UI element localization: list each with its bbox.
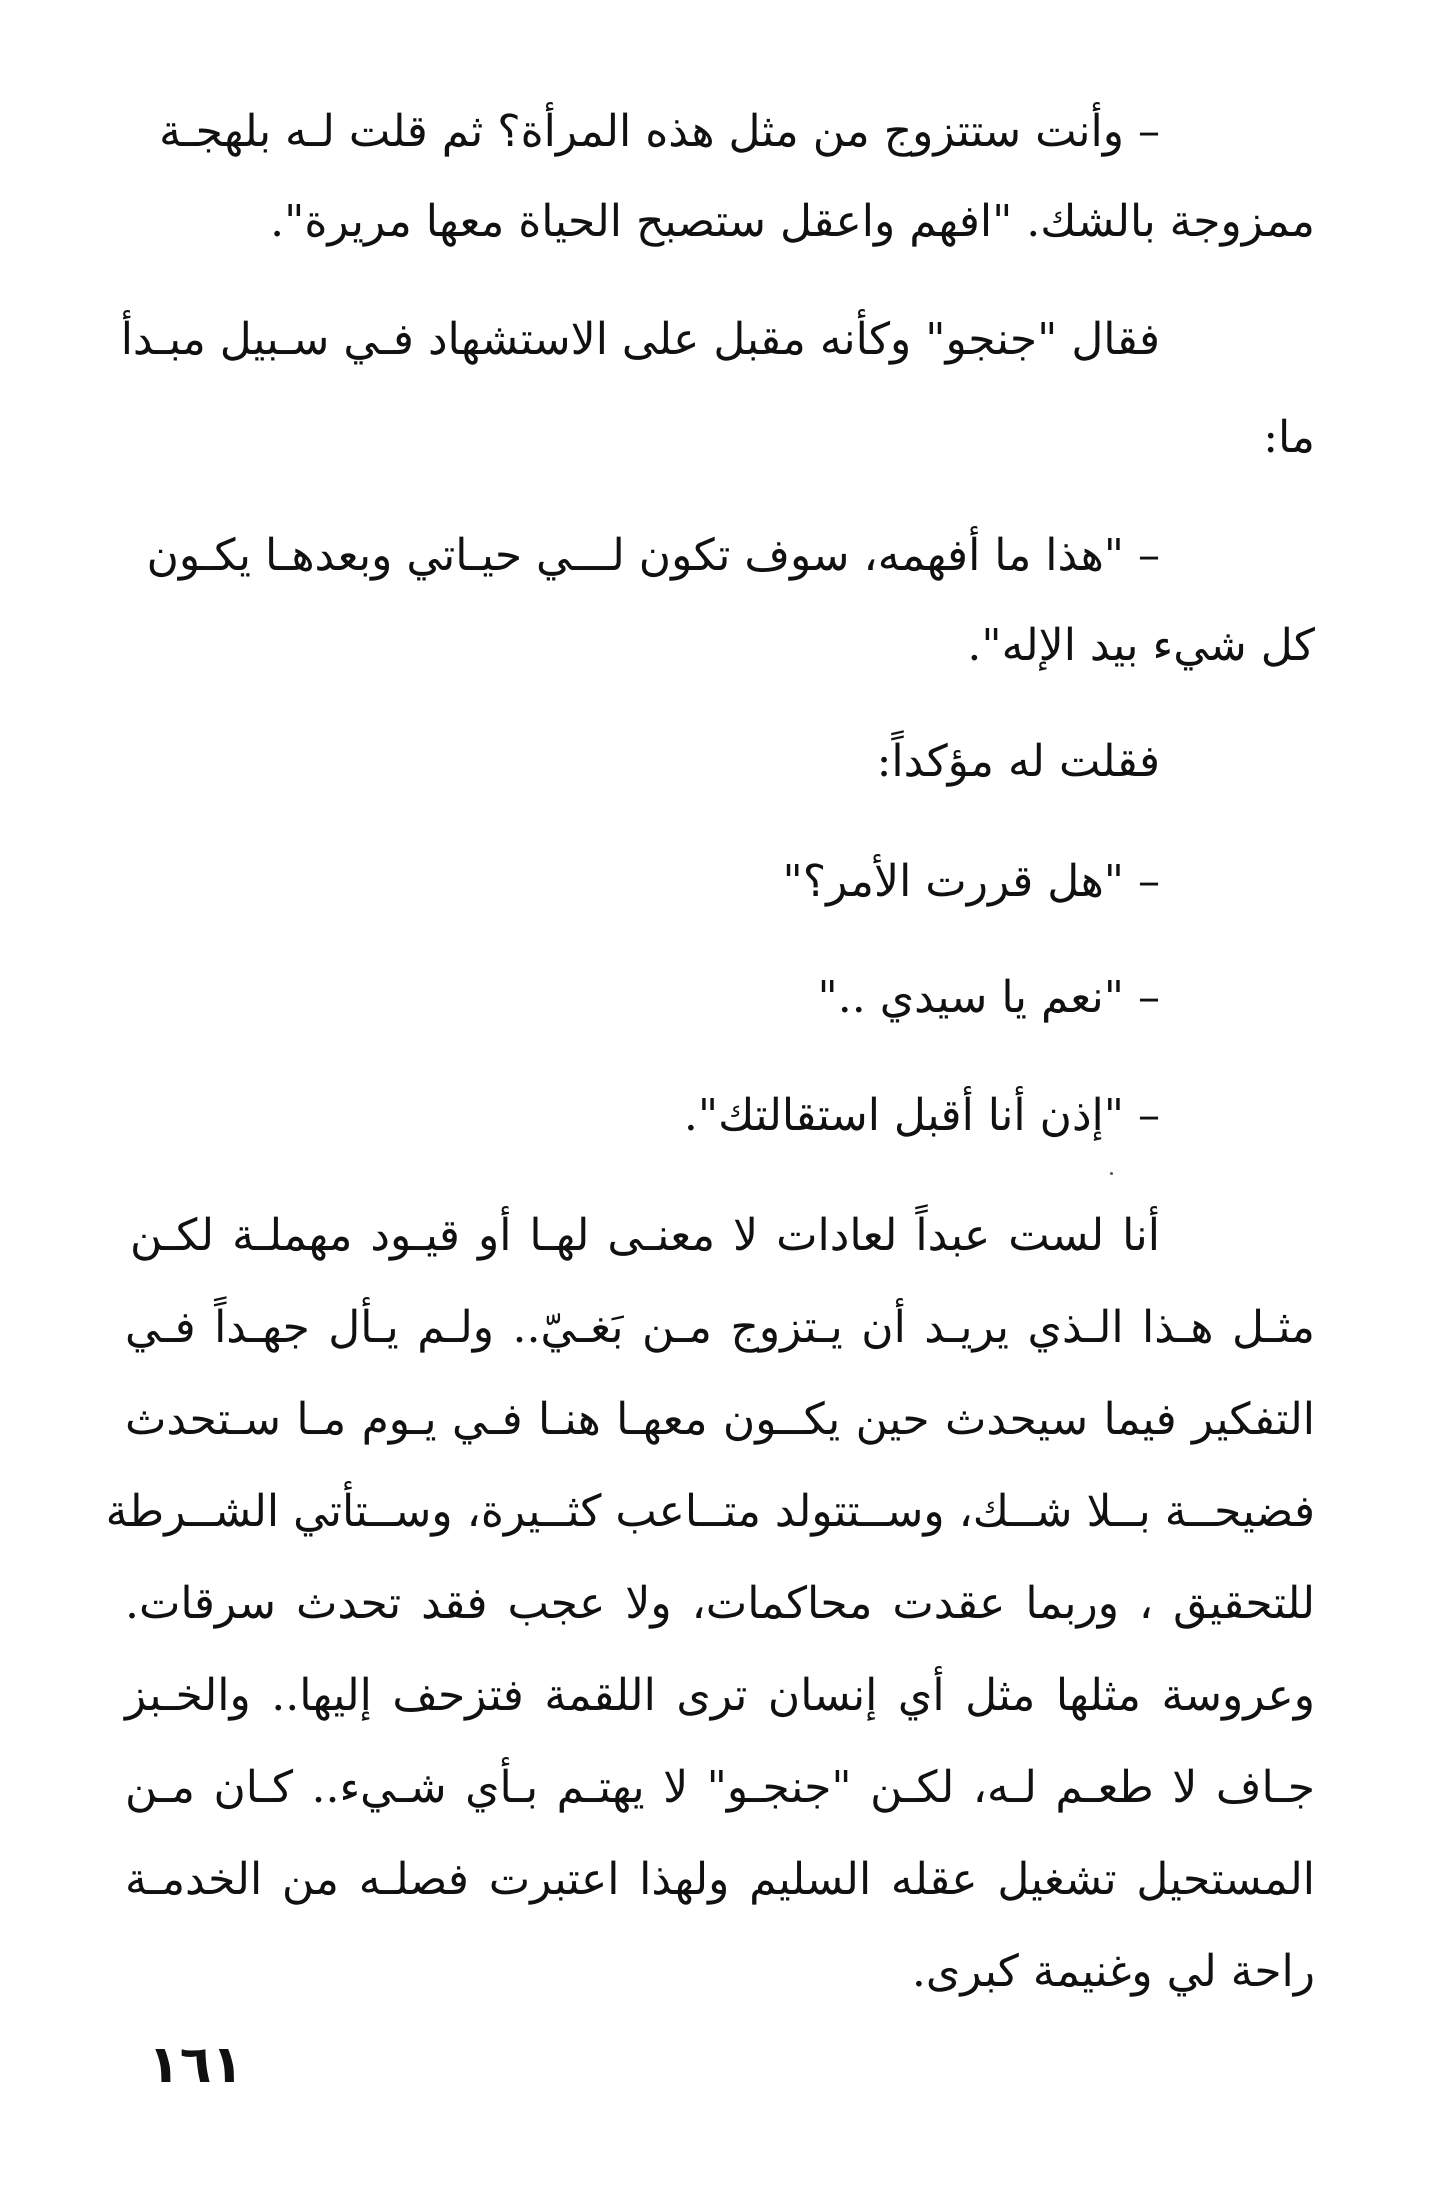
text-line-14: فضيحــة بــلا شــك، وســتتولد متــاعب كثــيرة، وســتأتي الشــرطة	[105, 1486, 1315, 1537]
print-speck	[1110, 1172, 1113, 1175]
text-line-13: التفكير فيما سيحدث حين يكــون معهـا هنـا فـي يـوم مـا سـتحدث	[125, 1394, 1315, 1445]
text-line-18: المستحيل تشغيل عقله السليم ولهذا اعتبرت فصلـه من الخدمـة	[125, 1854, 1315, 1905]
page-number: ١٦١	[148, 2035, 244, 2095]
text-line-12: مثـل هـذا الـذي يريـد أن يـتزوج مـن بَغـيّ.. ولـم يـأل جهـداً فـي	[125, 1302, 1315, 1353]
text-line-2: ممزوجة بالشك. "افهم واعقل ستصبح الحياة معها مريرة".	[270, 196, 1315, 247]
text-line-9: – "نعم يا سيدي .."	[817, 972, 1160, 1023]
text-line-6: كل شيء بيد الإله".	[967, 620, 1315, 671]
text-line-16: وعروسة مثلها مثل أي إنسان ترى اللقمة فتزحف إليها.. والخـبز	[125, 1670, 1315, 1721]
text-line-4: ما:	[1263, 412, 1315, 463]
text-line-10: – "إذن أنا أقبل استقالتك".	[683, 1090, 1160, 1141]
text-line-3: فقال "جنجو" وكأنه مقبل على الاستشهاد فـي سـبيل مبـدأ	[120, 314, 1160, 365]
text-line-11: أنا لست عبداً لعادات لا معنـى لهـا أو قيـود مهملـة لكـن	[130, 1210, 1160, 1261]
text-line-7: فقلت له مؤكداً:	[876, 736, 1160, 787]
text-line-8: – "هل قررت الأمر؟"	[782, 856, 1160, 907]
text-line-19: راحة لي وغنيمة كبرى.	[911, 1946, 1315, 1997]
text-line-15: للتحقيق ، وربما عقدت محاكمات، ولا عجب فقد تحدث سرقات.	[125, 1578, 1315, 1629]
text-line-1: – وأنت ستتزوج من مثل هذه المرأة؟ ثم قلت لـه بلهجـة	[159, 106, 1160, 157]
text-line-5: – "هذا ما أفهمه، سوف تكون لـــي حيـاتي وبعدهـا يكـون	[146, 530, 1160, 581]
text-line-17: جـاف لا طعـم لـه، لكـن "جنجـو" لا يهتـم بـأي شـيء.. كـان مـن	[125, 1762, 1315, 1813]
